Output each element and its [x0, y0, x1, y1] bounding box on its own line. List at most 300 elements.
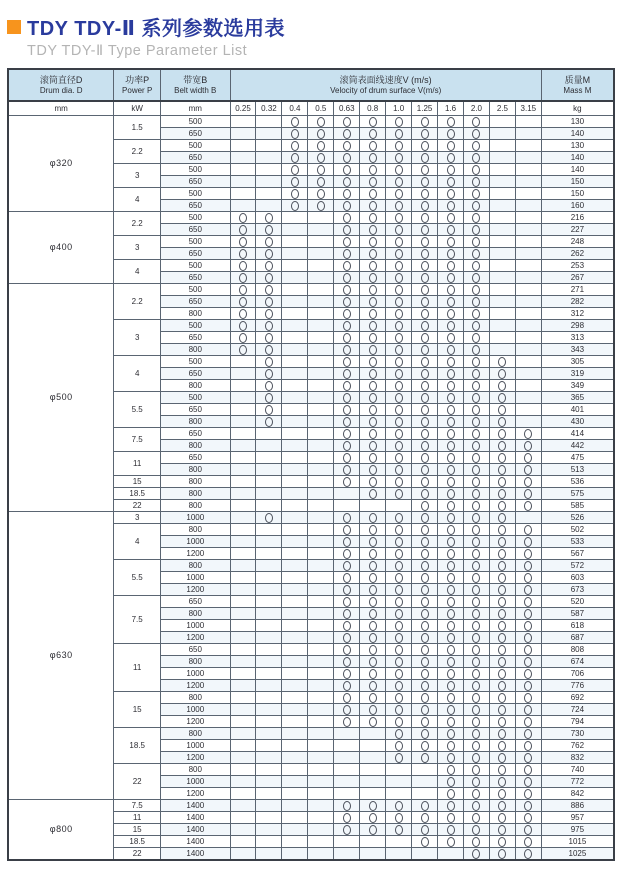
velocity-cell	[489, 632, 515, 644]
velocity-cell	[308, 392, 334, 404]
velocity-cell	[386, 656, 412, 668]
velocity-cell	[412, 800, 438, 812]
availability-circle	[343, 321, 351, 331]
velocity-cell	[515, 584, 541, 596]
velocity-cell	[386, 356, 412, 368]
belt-width-cell: 1400	[161, 848, 231, 861]
belt-width-cell: 800	[161, 500, 231, 512]
availability-circle	[524, 501, 532, 511]
velocity-cell	[334, 632, 360, 644]
unit-power: kW	[114, 101, 161, 116]
availability-circle	[421, 285, 429, 295]
mass-cell: 886	[541, 800, 614, 812]
availability-circle	[369, 597, 377, 607]
availability-circle	[447, 213, 455, 223]
power-cell: 15	[114, 476, 161, 488]
velocity-cell	[412, 392, 438, 404]
velocity-cell	[308, 728, 334, 740]
availability-circle	[369, 489, 377, 499]
velocity-cell	[256, 284, 282, 296]
belt-width-cell: 500	[161, 116, 231, 128]
velocity-cell	[412, 248, 438, 260]
velocity-cell	[438, 428, 464, 440]
velocity-cell	[438, 152, 464, 164]
velocity-cell	[515, 656, 541, 668]
velocity-cell	[334, 176, 360, 188]
availability-circle	[498, 357, 506, 367]
mass-cell: 520	[541, 596, 614, 608]
availability-circle	[343, 513, 351, 523]
velocity-cell	[515, 404, 541, 416]
velocity-cell	[412, 284, 438, 296]
velocity-cell	[334, 428, 360, 440]
availability-circle	[343, 441, 351, 451]
velocity-cell	[463, 620, 489, 632]
velocity-cell	[308, 536, 334, 548]
mass-cell: 150	[541, 176, 614, 188]
availability-circle	[447, 261, 455, 271]
velocity-cell	[308, 680, 334, 692]
availability-circle	[421, 573, 429, 583]
velocity-cell	[412, 404, 438, 416]
velocity-cell	[334, 596, 360, 608]
velocity-cell	[386, 332, 412, 344]
availability-circle	[421, 717, 429, 727]
availability-circle	[395, 549, 403, 559]
velocity-cell	[308, 644, 334, 656]
velocity-cell	[412, 296, 438, 308]
availability-circle	[343, 177, 351, 187]
availability-circle	[395, 405, 403, 415]
velocity-cell	[386, 680, 412, 692]
availability-circle	[343, 609, 351, 619]
velocity-cell	[386, 716, 412, 728]
velocity-cell	[308, 416, 334, 428]
availability-circle	[524, 489, 532, 499]
velocity-cell	[282, 296, 308, 308]
availability-circle	[369, 561, 377, 571]
availability-circle	[498, 405, 506, 415]
availability-circle	[472, 645, 480, 655]
velocity-cell	[282, 824, 308, 836]
availability-circle	[421, 513, 429, 523]
availability-circle	[369, 693, 377, 703]
availability-circle	[343, 621, 351, 631]
velocity-cell	[386, 296, 412, 308]
availability-circle	[447, 681, 455, 691]
velocity-cell	[308, 344, 334, 356]
velocity-cell	[282, 344, 308, 356]
velocity-cell	[515, 728, 541, 740]
velocity-cell	[308, 716, 334, 728]
availability-circle	[369, 201, 377, 211]
velocity-cell	[256, 548, 282, 560]
availability-circle	[421, 525, 429, 535]
velocity-cell	[360, 320, 386, 332]
velocity-cell	[282, 644, 308, 656]
belt-width-cell: 800	[161, 344, 231, 356]
velocity-cell	[386, 704, 412, 716]
velocity-cell	[308, 284, 334, 296]
mass-cell: 794	[541, 716, 614, 728]
availability-circle	[472, 453, 480, 463]
availability-circle	[369, 429, 377, 439]
velocity-cell	[515, 212, 541, 224]
availability-circle	[343, 465, 351, 475]
velocity-cell	[489, 260, 515, 272]
velocity-cell	[230, 356, 256, 368]
velocity-cell	[334, 764, 360, 776]
availability-circle	[369, 405, 377, 415]
velocity-tick: 0.8	[360, 101, 386, 116]
availability-circle	[343, 345, 351, 355]
availability-circle	[498, 813, 506, 823]
availability-circle	[395, 381, 403, 391]
velocity-cell	[463, 308, 489, 320]
velocity-cell	[515, 416, 541, 428]
velocity-cell	[515, 392, 541, 404]
availability-circle	[472, 165, 480, 175]
velocity-cell	[489, 284, 515, 296]
availability-circle	[498, 525, 506, 535]
velocity-cell	[463, 608, 489, 620]
velocity-cell	[308, 632, 334, 644]
table-row	[8, 800, 614, 812]
velocity-cell	[360, 356, 386, 368]
availability-circle	[291, 189, 299, 199]
velocity-cell	[282, 128, 308, 140]
velocity-cell	[308, 692, 334, 704]
availability-circle	[265, 225, 273, 235]
velocity-cell	[515, 536, 541, 548]
availability-circle	[291, 117, 299, 127]
velocity-cell	[256, 212, 282, 224]
velocity-cell	[515, 356, 541, 368]
velocity-cell	[308, 548, 334, 560]
velocity-cell	[256, 404, 282, 416]
velocity-cell	[282, 200, 308, 212]
availability-circle	[524, 657, 532, 667]
velocity-cell	[463, 836, 489, 848]
availability-circle	[421, 345, 429, 355]
velocity-cell	[360, 512, 386, 524]
power-cell: 2.2	[114, 140, 161, 164]
velocity-cell	[412, 440, 438, 452]
availability-circle	[447, 297, 455, 307]
velocity-cell	[308, 248, 334, 260]
availability-circle	[447, 669, 455, 679]
availability-circle	[343, 369, 351, 379]
velocity-cell	[282, 416, 308, 428]
velocity-cell	[360, 704, 386, 716]
availability-circle	[447, 729, 455, 739]
velocity-cell	[412, 584, 438, 596]
availability-circle	[265, 249, 273, 259]
velocity-tick: 0.63	[334, 101, 360, 116]
velocity-cell	[386, 128, 412, 140]
velocity-cell	[334, 680, 360, 692]
velocity-cell	[386, 728, 412, 740]
availability-circle	[524, 621, 532, 631]
availability-circle	[369, 369, 377, 379]
availability-circle	[395, 573, 403, 583]
power-cell: 18.5	[114, 488, 161, 500]
availability-circle	[343, 417, 351, 427]
col-header-mass: 质量M Mass M	[541, 69, 614, 101]
availability-circle	[447, 621, 455, 631]
velocity-cell	[515, 344, 541, 356]
velocity-cell	[334, 800, 360, 812]
velocity-cell	[412, 512, 438, 524]
availability-circle	[369, 261, 377, 271]
availability-circle	[317, 201, 325, 211]
velocity-cell	[282, 848, 308, 861]
velocity-cell	[463, 584, 489, 596]
availability-circle	[343, 213, 351, 223]
availability-circle	[498, 585, 506, 595]
availability-circle	[343, 813, 351, 823]
velocity-cell	[412, 212, 438, 224]
velocity-cell	[282, 608, 308, 620]
drum-diameter-cell: φ500	[8, 284, 114, 512]
availability-circle	[421, 429, 429, 439]
velocity-cell	[515, 644, 541, 656]
availability-circle	[421, 333, 429, 343]
velocity-cell	[308, 260, 334, 272]
velocity-cell	[230, 272, 256, 284]
velocity-cell	[463, 380, 489, 392]
velocity-cell	[230, 596, 256, 608]
availability-circle	[421, 801, 429, 811]
velocity-cell	[360, 236, 386, 248]
velocity-cell	[334, 152, 360, 164]
velocity-cell	[463, 644, 489, 656]
mass-cell: 227	[541, 224, 614, 236]
availability-circle	[498, 417, 506, 427]
availability-circle	[291, 129, 299, 139]
velocity-cell	[463, 800, 489, 812]
availability-circle	[265, 309, 273, 319]
velocity-cell	[438, 188, 464, 200]
belt-width-cell: 1200	[161, 788, 231, 800]
velocity-cell	[230, 656, 256, 668]
availability-circle	[421, 297, 429, 307]
velocity-cell	[386, 740, 412, 752]
velocity-cell	[412, 824, 438, 836]
velocity-cell	[334, 740, 360, 752]
velocity-cell	[282, 776, 308, 788]
velocity-cell	[489, 464, 515, 476]
velocity-cell	[515, 236, 541, 248]
availability-circle	[447, 609, 455, 619]
availability-circle	[239, 273, 247, 283]
velocity-cell	[256, 668, 282, 680]
velocity-cell	[308, 152, 334, 164]
velocity-cell	[489, 548, 515, 560]
availability-circle	[472, 261, 480, 271]
velocity-cell	[438, 668, 464, 680]
velocity-cell	[230, 740, 256, 752]
velocity-cell	[308, 656, 334, 668]
availability-circle	[317, 117, 325, 127]
velocity-cell	[282, 236, 308, 248]
velocity-cell	[463, 416, 489, 428]
availability-circle	[472, 705, 480, 715]
velocity-cell	[515, 524, 541, 536]
velocity-cell	[282, 692, 308, 704]
velocity-cell	[256, 332, 282, 344]
availability-circle	[265, 357, 273, 367]
velocity-cell	[412, 560, 438, 572]
belt-width-cell: 800	[161, 476, 231, 488]
velocity-cell	[515, 500, 541, 512]
drum-diameter-cell: φ800	[8, 800, 114, 861]
availability-circle	[498, 561, 506, 571]
velocity-cell	[256, 752, 282, 764]
mass-cell: 674	[541, 656, 614, 668]
velocity-cell	[412, 500, 438, 512]
availability-circle	[395, 489, 403, 499]
velocity-cell	[334, 308, 360, 320]
belt-width-cell: 800	[161, 440, 231, 452]
velocity-cell	[360, 332, 386, 344]
velocity-cell	[515, 692, 541, 704]
availability-circle	[472, 585, 480, 595]
velocity-cell	[463, 728, 489, 740]
mass-cell: 430	[541, 416, 614, 428]
availability-circle	[524, 585, 532, 595]
availability-circle	[369, 309, 377, 319]
availability-circle	[447, 801, 455, 811]
mass-cell: 513	[541, 464, 614, 476]
availability-circle	[239, 297, 247, 307]
availability-circle	[498, 609, 506, 619]
velocity-cell	[515, 272, 541, 284]
velocity-cell	[282, 356, 308, 368]
velocity-cell	[308, 224, 334, 236]
velocity-cell	[489, 128, 515, 140]
availability-circle	[498, 681, 506, 691]
velocity-cell	[412, 692, 438, 704]
velocity-cell	[489, 500, 515, 512]
availability-circle	[421, 213, 429, 223]
availability-circle	[395, 669, 403, 679]
velocity-cell	[489, 404, 515, 416]
velocity-cell	[308, 572, 334, 584]
velocity-cell	[230, 704, 256, 716]
availability-circle	[524, 453, 532, 463]
availability-circle	[421, 729, 429, 739]
availability-circle	[395, 813, 403, 823]
availability-circle	[239, 261, 247, 271]
velocity-cell	[438, 680, 464, 692]
velocity-cell	[386, 668, 412, 680]
velocity-cell	[515, 188, 541, 200]
availability-circle	[447, 501, 455, 511]
availability-circle	[291, 201, 299, 211]
availability-circle	[343, 717, 351, 727]
velocity-cell	[463, 536, 489, 548]
velocity-cell	[463, 296, 489, 308]
velocity-cell	[308, 764, 334, 776]
velocity-cell	[438, 452, 464, 464]
belt-width-cell: 1400	[161, 824, 231, 836]
velocity-cell	[438, 488, 464, 500]
velocity-cell	[515, 848, 541, 861]
velocity-cell	[256, 524, 282, 536]
velocity-cell	[412, 260, 438, 272]
availability-circle	[524, 753, 532, 763]
availability-circle	[447, 585, 455, 595]
velocity-cell	[463, 560, 489, 572]
velocity-cell	[308, 596, 334, 608]
availability-circle	[498, 765, 506, 775]
availability-circle	[498, 489, 506, 499]
velocity-cell	[308, 560, 334, 572]
velocity-cell	[438, 320, 464, 332]
availability-circle	[524, 681, 532, 691]
power-cell: 18.5	[114, 836, 161, 848]
velocity-tick: 2.0	[463, 101, 489, 116]
velocity-cell	[463, 440, 489, 452]
velocity-cell	[360, 224, 386, 236]
velocity-cell	[282, 176, 308, 188]
availability-circle	[447, 633, 455, 643]
velocity-cell	[334, 836, 360, 848]
mass-cell: 262	[541, 248, 614, 260]
availability-circle	[343, 693, 351, 703]
availability-circle	[265, 333, 273, 343]
availability-circle	[421, 453, 429, 463]
availability-circle	[317, 189, 325, 199]
availability-circle	[395, 297, 403, 307]
velocity-cell	[489, 728, 515, 740]
velocity-cell	[515, 740, 541, 752]
availability-circle	[395, 585, 403, 595]
availability-circle	[498, 717, 506, 727]
velocity-cell	[256, 644, 282, 656]
velocity-cell	[463, 764, 489, 776]
velocity-tick: 0.5	[308, 101, 334, 116]
availability-circle	[369, 573, 377, 583]
availability-circle	[447, 537, 455, 547]
availability-circle	[317, 177, 325, 187]
availability-circle	[369, 525, 377, 535]
velocity-cell	[438, 332, 464, 344]
availability-circle	[265, 417, 273, 427]
velocity-cell	[360, 536, 386, 548]
availability-circle	[524, 789, 532, 799]
velocity-cell	[230, 812, 256, 824]
velocity-cell	[230, 848, 256, 861]
velocity-cell	[282, 752, 308, 764]
velocity-cell	[438, 140, 464, 152]
velocity-cell	[515, 776, 541, 788]
velocity-cell	[308, 500, 334, 512]
velocity-cell	[489, 452, 515, 464]
availability-circle	[239, 249, 247, 259]
availability-circle	[395, 645, 403, 655]
availability-circle	[343, 597, 351, 607]
mass-cell: 776	[541, 680, 614, 692]
velocity-cell	[386, 764, 412, 776]
velocity-cell	[489, 848, 515, 861]
velocity-cell	[386, 572, 412, 584]
availability-circle	[421, 141, 429, 151]
velocity-cell	[334, 416, 360, 428]
availability-circle	[447, 453, 455, 463]
velocity-cell	[256, 620, 282, 632]
